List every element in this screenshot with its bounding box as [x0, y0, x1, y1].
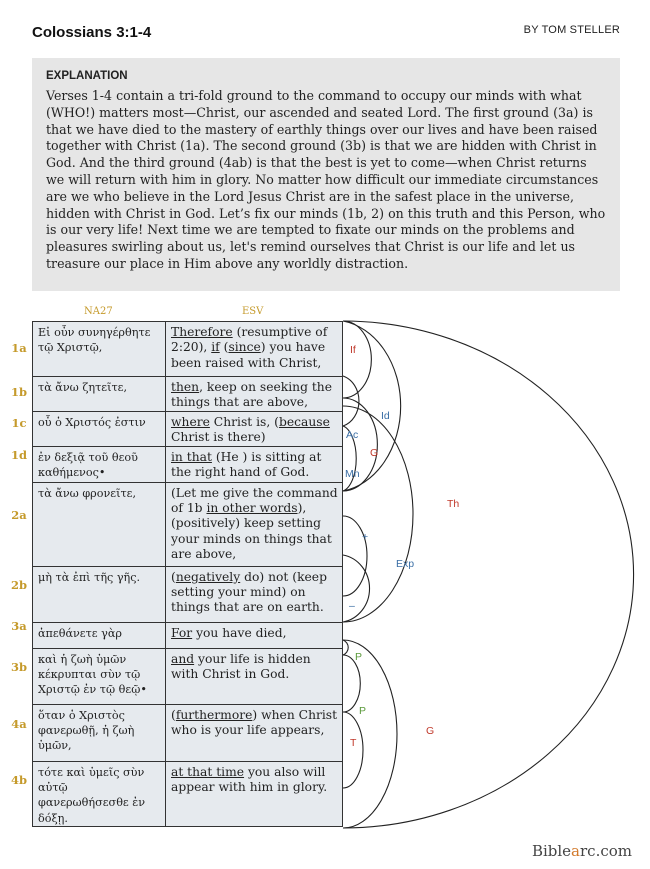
greek-text: καὶ ἡ ζωὴ ὑμῶν κέκρυπται σὺν τῷ Χριστῷ ἐν τῷ θεῷ• — [33, 648, 166, 704]
column-header-greek: NA27 — [84, 306, 113, 317]
arc-label-mn: Mn — [345, 468, 360, 480]
english-text: then, keep on seeking the things that are above, — [166, 377, 343, 412]
verse-label: 3b — [10, 660, 28, 674]
greek-text: Εἰ οὖν συνηγέρθητε τῷ Χριστῷ, — [33, 322, 166, 377]
column-header-english: ESV — [242, 306, 264, 317]
verse-label: 1a — [11, 340, 27, 355]
arc-if — [343, 321, 371, 398]
arc-label-t: T — [350, 737, 357, 749]
arc-label-g2: G — [426, 725, 435, 737]
greek-text: οὗ ὁ Χριστός ἐστιν — [33, 411, 166, 446]
verse-label: 3a — [11, 619, 27, 633]
verse-label: 2b — [10, 578, 28, 592]
arc-label-ac: Ac — [346, 429, 359, 441]
greek-text: μὴ τὰ ἐπὶ τῆς γῆς. — [33, 566, 166, 622]
arc-label-p2: P — [359, 705, 367, 717]
greek-text: τότε καὶ ὑμεῖς σὺν αὐτῷ φανερωθήσεσθε ἐν δόξῃ. — [33, 761, 166, 827]
greek-text: ἀπεθάνετε γὰρ — [33, 622, 166, 648]
verse-label: 4b — [10, 773, 28, 787]
greek-text: τὰ ἄνω φρονεῖτε, — [33, 482, 166, 566]
arc-label-th: Th — [447, 498, 460, 510]
english-text: Therefore (resumptive of 2:20), if (since) you have been raised with Christ, — [166, 322, 343, 377]
arc-plus-minus — [343, 555, 370, 622]
english-text: (furthermore) when Christ who is your life appears, — [166, 704, 343, 761]
english-text: (negatively do) not (keep setting your mind) on things that are on earth. — [166, 566, 343, 622]
arc-label-id: Id — [381, 410, 390, 422]
verse-label: 2a — [11, 508, 27, 522]
english-text: where Christ is, (because Christ is there) — [166, 411, 343, 446]
verse-label: 4a — [11, 716, 27, 731]
arc-label-p1: P — [355, 651, 363, 663]
explanation-text: Verses 1-4 contain a tri-fold ground to the command to occupy our minds with what (WHO!) matters most—Christ, our ascended and seated Lord. The first ground (3a) is that we have died to the mastery of earthly things over our lives and have been raised together with Christ (1a). The second ground (3b) is that we are hidden with Christ in God. And the third ground (4ab) is that the best is yet to come—when Christ returns we will return with him in glory. No matter how difficult our immediate circumstances are we who believe in the Lord Jesus Christ are in the safest place in the universe, hidden with Christ in God. Let’s fix our minds (1b, 2) on this truth and this Person, who is our very life! Next time we are tempted to fixate our minds on the problems and pleasures swirling about us, let's remind ourselves that Christ is our life and let us treasure our place in Him above any worldly distraction. — [46, 88, 606, 271]
arc-g2 — [343, 640, 397, 828]
arc-label-exp: Exp — [396, 558, 415, 570]
author-byline: BY TOM STELLER — [523, 24, 620, 36]
english-text: For you have died, — [166, 622, 343, 648]
greek-text: τὰ ἄνω ζητεῖτε, — [33, 377, 166, 412]
arc-p2 — [343, 655, 360, 712]
english-text: (Let me give the command of 1b in other words), (positively) keep setting your minds on things that are above, — [166, 482, 343, 566]
english-text: and your life is hidden with Christ in God. — [166, 648, 343, 704]
arc-label-minus: – — [349, 600, 355, 612]
arc-t — [343, 712, 363, 788]
explanation-heading: EXPLANATION — [46, 70, 128, 82]
verse-label: 1b — [10, 384, 28, 399]
verse-label: 1c — [11, 415, 27, 430]
greek-text: ἐν δεξιᾷ τοῦ θεοῦ καθήμενος• — [33, 446, 166, 482]
verse-label: 1d — [10, 448, 28, 462]
arc-label-plus: + — [362, 531, 369, 543]
arc-th — [343, 321, 634, 828]
biblearc-logo[interactable]: Biblearc.com — [531, 842, 632, 860]
english-text: in that (He ) is sitting at the right hand of God. — [166, 446, 343, 482]
arc-label-if: If — [350, 344, 356, 356]
arc-p1 — [343, 640, 348, 655]
english-text: at that time you also will appear with him in glory. — [166, 761, 343, 827]
greek-text: ὅταν ὁ Χριστὸς φανερωθῇ, ἡ ζωὴ ὑμῶν, — [33, 704, 166, 761]
arc-label-g1: G — [370, 447, 379, 459]
page-title: Colossians 3:1-4 — [32, 24, 152, 41]
